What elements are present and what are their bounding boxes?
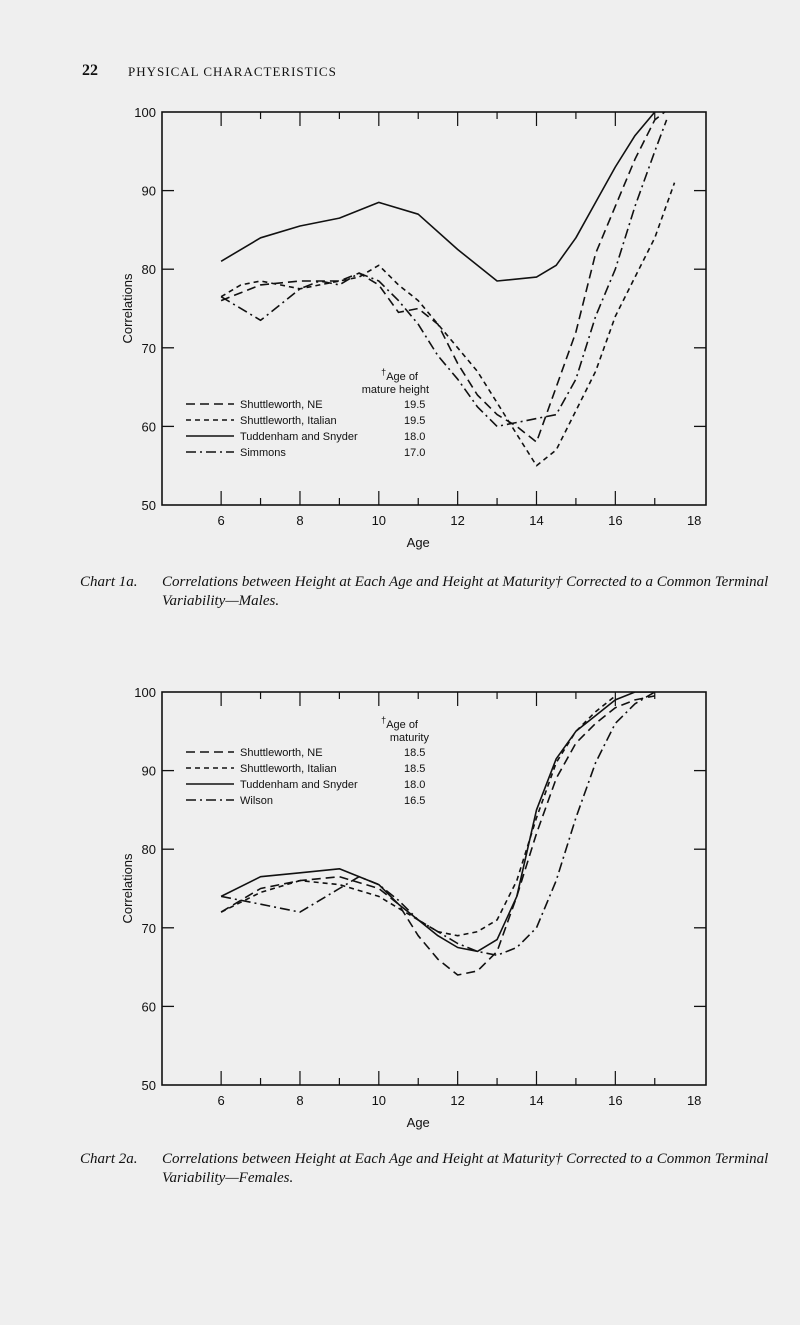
legend-maturity-value: 18.0 xyxy=(404,431,426,443)
legend-maturity-value: 19.5 xyxy=(404,415,426,427)
series-line-shuttleworth-ne xyxy=(221,696,655,975)
caption-text: Correlations between Height at Each Age and Height at Maturity† Corrected to a Common Terminal Variability—Females. xyxy=(162,1151,769,1186)
y-tick-label: 50 xyxy=(141,498,156,513)
caption-text: Correlations between Height at Each Age and Height at Maturity† Corrected to a Common Terminal Variability—Males. xyxy=(162,574,769,609)
y-axis-label: Correlations xyxy=(120,273,135,344)
legend-header xyxy=(381,367,419,383)
y-tick-label: 90 xyxy=(141,183,156,199)
x-tick-label: 16 xyxy=(608,1093,623,1108)
legend-maturity-value: 18.5 xyxy=(404,747,426,759)
legend-header-line: Age of xyxy=(386,719,418,731)
y-tick-label: 70 xyxy=(141,920,156,936)
x-tick-label: 10 xyxy=(371,513,387,528)
x-tick-label: 8 xyxy=(296,513,304,528)
legend-label: Shuttleworth, Italian xyxy=(240,415,337,427)
series-line-tuddenham-and-snyder xyxy=(221,104,666,281)
legend-label: Wilson xyxy=(240,795,274,807)
x-tick-label: 6 xyxy=(217,513,225,528)
caption-label: Chart 2a. xyxy=(80,1151,138,1167)
x-tick-label: 8 xyxy=(296,1093,304,1108)
legend-maturity-value: 18.5 xyxy=(404,763,426,775)
y-tick-label: 60 xyxy=(141,419,156,435)
legend-header xyxy=(381,715,419,731)
x-tick-label: 10 xyxy=(371,1093,387,1108)
legend-header-line: maturity xyxy=(389,732,429,744)
legend-dagger: † xyxy=(381,367,387,377)
y-tick-label: 80 xyxy=(141,842,156,858)
x-tick-label: 12 xyxy=(450,1093,465,1108)
legend-header-line: Age of xyxy=(386,371,418,383)
y-axis-label: Correlations xyxy=(120,853,135,924)
legend-maturity-value: 19.5 xyxy=(404,399,426,411)
x-axis-label: Age xyxy=(406,1115,430,1130)
x-tick-label: 14 xyxy=(529,1093,544,1108)
y-tick-label: 70 xyxy=(141,340,156,356)
legend-maturity-value: 17.0 xyxy=(404,447,426,459)
running-head: PHYSICAL CHARACTERISTICS xyxy=(128,64,337,79)
legend-label: Shuttleworth, Italian xyxy=(240,763,337,775)
legend-label: Tuddenham and Snyder xyxy=(240,779,358,791)
y-tick-label: 100 xyxy=(134,105,156,120)
legend-header-line: mature height xyxy=(361,384,429,396)
series-group xyxy=(221,692,655,975)
y-tick-label: 60 xyxy=(141,999,156,1015)
series-line-simmons xyxy=(221,120,666,427)
y-tick-label: 90 xyxy=(141,763,156,779)
series-line-tuddenham-and-snyder xyxy=(221,692,655,951)
chart-females xyxy=(0,670,800,1130)
x-tick-label: 12 xyxy=(450,513,465,528)
legend-label: Shuttleworth, NE xyxy=(240,399,323,411)
series-group xyxy=(221,104,674,466)
chart-males xyxy=(0,90,800,550)
series-line-wilson xyxy=(221,692,655,955)
x-tick-label: 16 xyxy=(608,513,623,528)
y-tick-label: 80 xyxy=(141,262,156,278)
chart-caption-males xyxy=(80,573,780,611)
series-line-shuttleworth-ne xyxy=(221,104,674,442)
legend-maturity-value: 18.0 xyxy=(404,779,426,791)
x-tick-label: 18 xyxy=(686,1093,702,1108)
page-number: 22 xyxy=(82,62,98,79)
caption-label: Chart 1a. xyxy=(80,574,138,590)
legend-dagger: † xyxy=(381,715,387,725)
x-tick-label: 6 xyxy=(217,1093,225,1108)
y-tick-label: 100 xyxy=(134,685,156,700)
y-tick-label: 50 xyxy=(141,1078,156,1093)
legend-label: Simmons xyxy=(240,447,286,459)
x-axis-label: Age xyxy=(406,535,430,550)
legend-maturity-value: 16.5 xyxy=(404,795,426,807)
chart-caption-females xyxy=(80,1150,780,1188)
x-tick-label: 18 xyxy=(686,513,702,528)
legend-label: Shuttleworth, NE xyxy=(240,747,323,759)
x-tick-label: 14 xyxy=(529,513,544,528)
legend-label: Tuddenham and Snyder xyxy=(240,431,358,443)
